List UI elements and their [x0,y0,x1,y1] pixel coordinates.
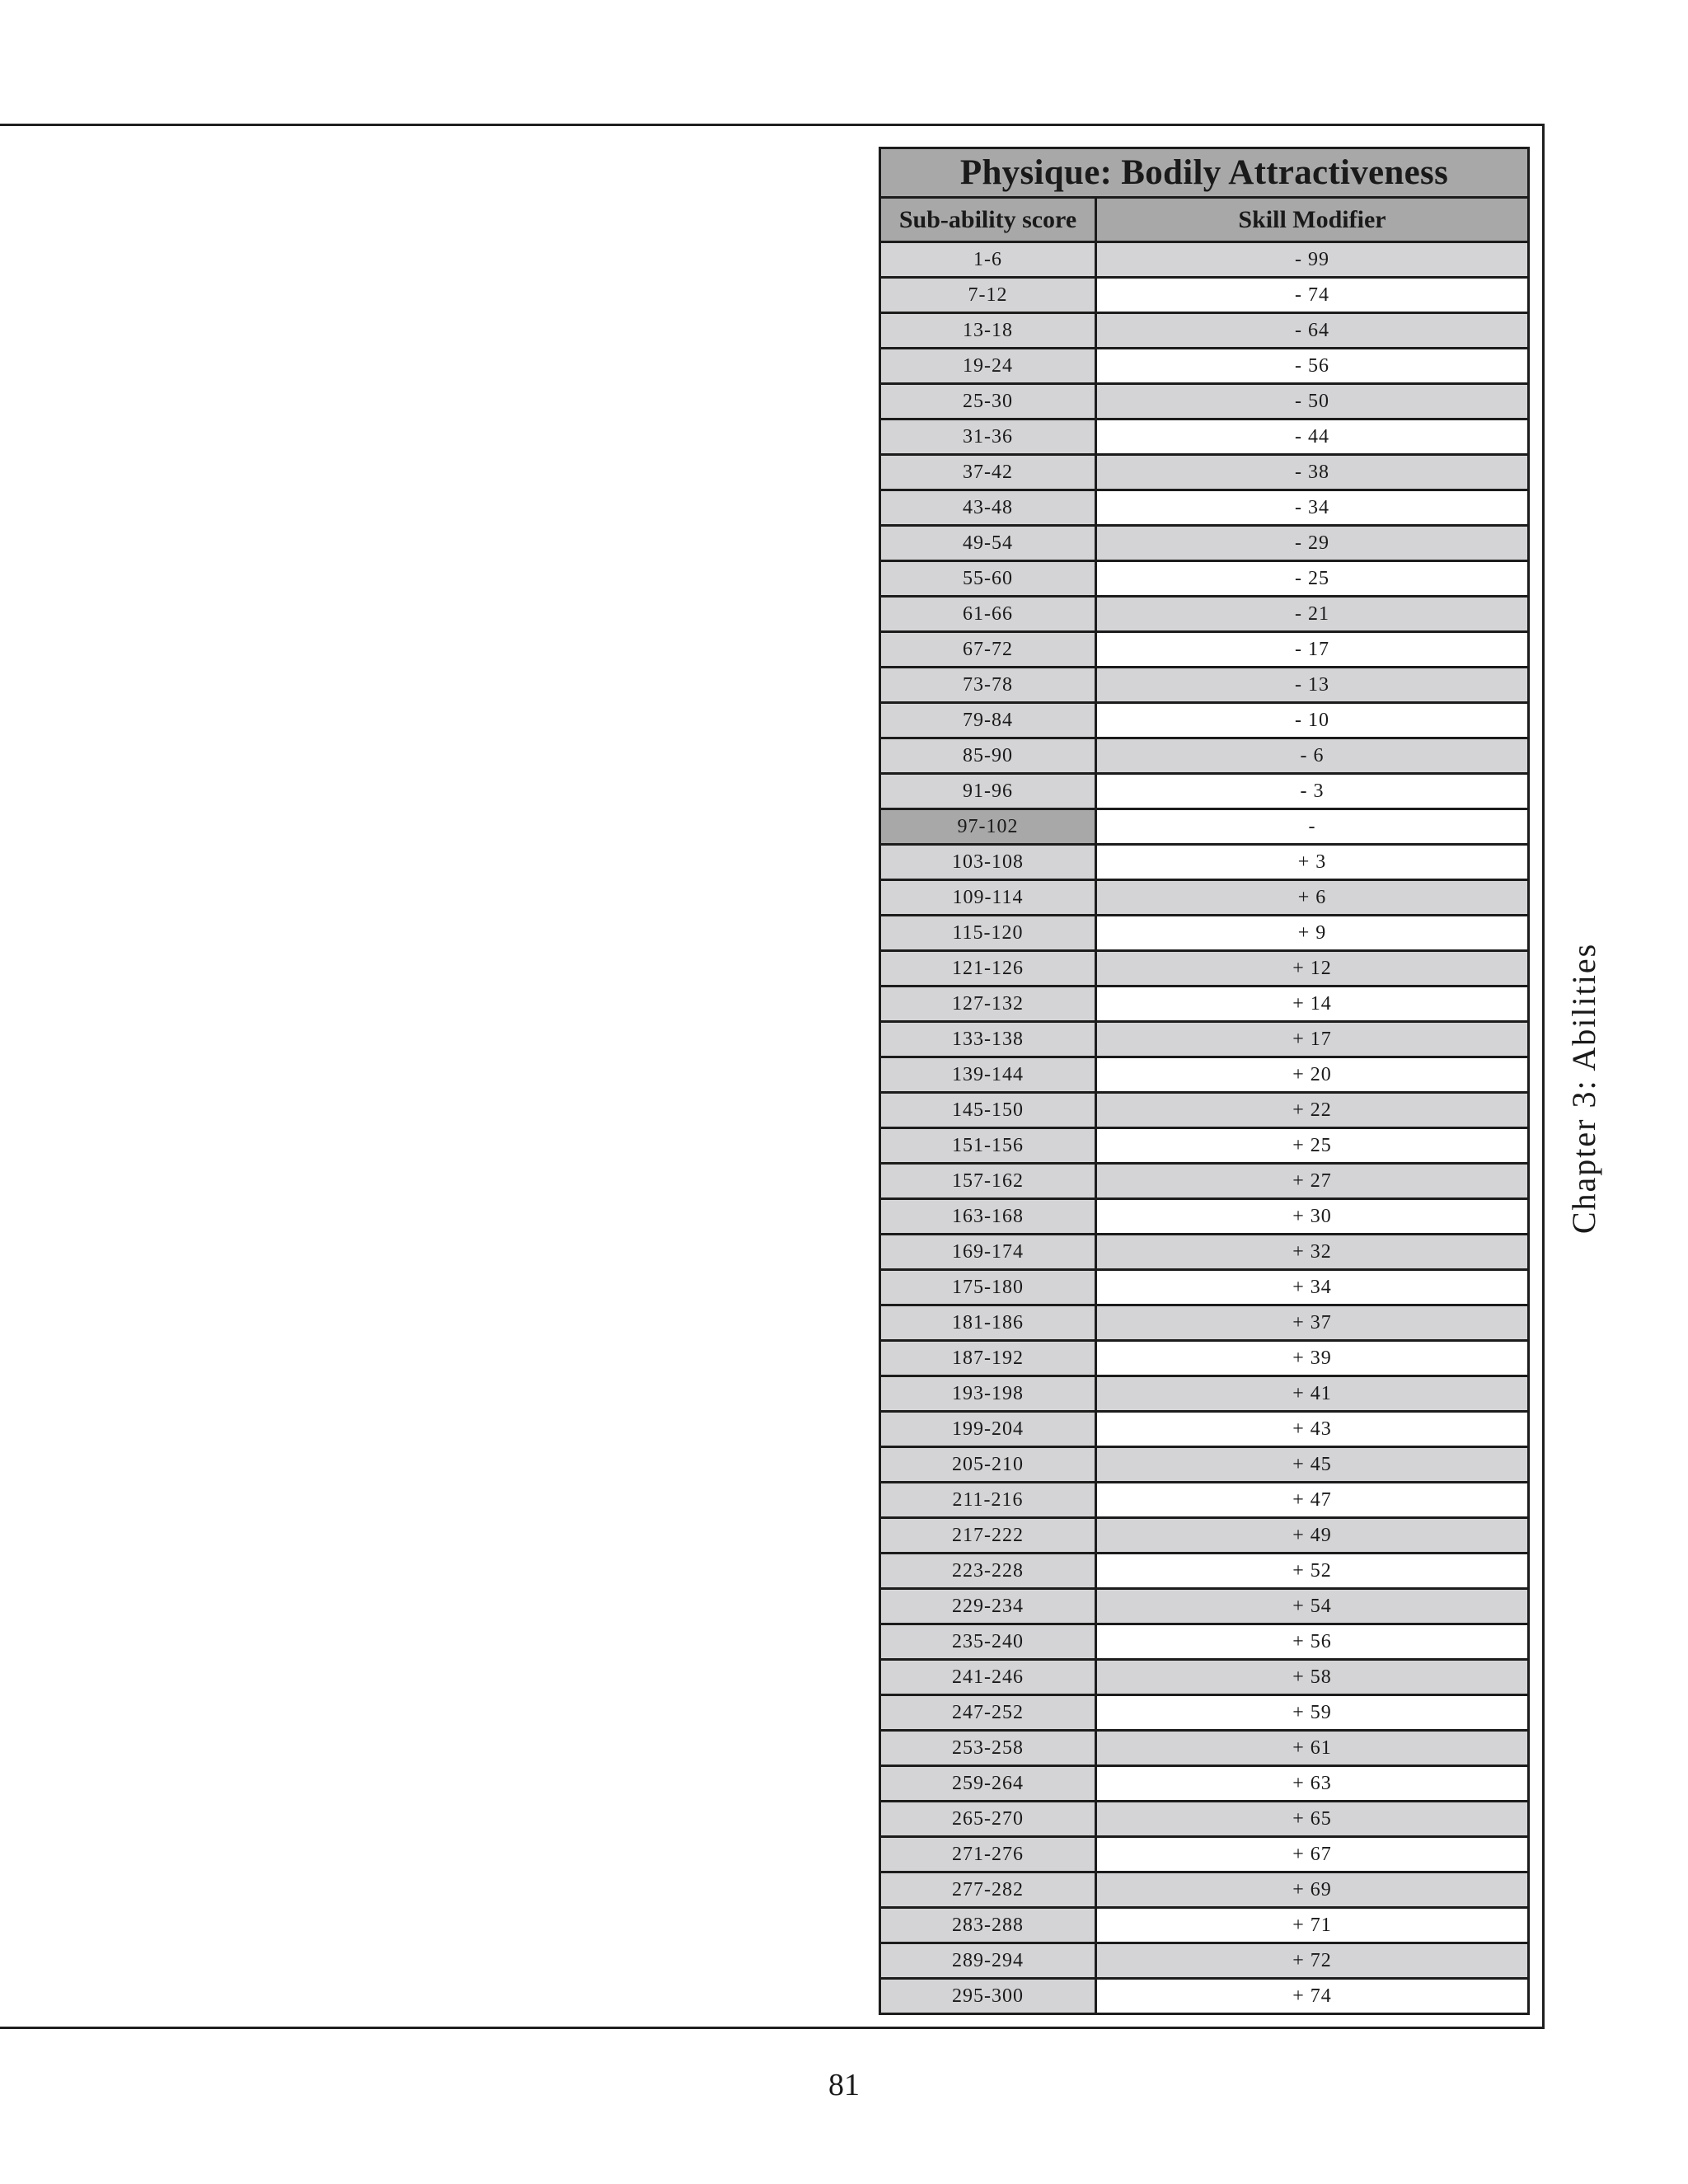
modifier-cell: - 34 [1096,490,1529,526]
table-row [880,526,1529,561]
modifier-cell: + 58 [1096,1660,1529,1695]
modifier-cell: - 6 [1096,738,1529,774]
table-row [880,1376,1529,1412]
modifier-cell: - [1096,809,1529,845]
table-body [880,242,1529,2014]
modifier-cell: + 74 [1096,1979,1529,2014]
score-cell: 97-102 [880,809,1096,845]
table-row [880,1837,1529,1872]
score-cell: 19-24 [880,349,1096,384]
score-cell: 85-90 [880,738,1096,774]
table-row [880,809,1529,845]
score-cell: 163-168 [880,1199,1096,1235]
score-cell: 283-288 [880,1908,1096,1943]
modifier-cell: + 17 [1096,1022,1529,1057]
modifier-cell: + 59 [1096,1695,1529,1731]
modifier-cell: + 63 [1096,1766,1529,1802]
table-row [880,561,1529,597]
table-row [880,880,1529,916]
modifier-cell: - 13 [1096,668,1529,703]
modifier-cell: - 44 [1096,419,1529,455]
table-row [880,632,1529,668]
table-row [880,1412,1529,1447]
modifier-cell: + 22 [1096,1093,1529,1128]
modifier-cell: + 27 [1096,1164,1529,1199]
table-row [880,313,1529,349]
score-cell: 205-210 [880,1447,1096,1483]
table-row [880,845,1529,880]
modifier-cell: + 45 [1096,1447,1529,1483]
table-row [880,916,1529,951]
score-cell: 211-216 [880,1483,1096,1518]
score-cell: 1-6 [880,242,1096,278]
table-row [880,1979,1529,2014]
page-number: 81 [828,2068,860,2102]
chapter-label-text: Chapter 3: Abilities [1565,942,1603,1234]
table-row [880,1908,1529,1943]
table-row [880,384,1529,419]
attractiveness-table-container [879,147,1527,2015]
table-title-row [880,148,1529,198]
modifier-cell: - 17 [1096,632,1529,668]
score-cell: 79-84 [880,703,1096,738]
modifier-cell: - 99 [1096,242,1529,278]
table-row [880,951,1529,987]
score-cell: 247-252 [880,1695,1096,1731]
modifier-cell: + 72 [1096,1943,1529,1979]
score-cell: 31-36 [880,419,1096,455]
modifier-cell: + 65 [1096,1802,1529,1837]
table-header-row [880,198,1529,242]
modifier-cell: + 49 [1096,1518,1529,1554]
modifier-cell: + 47 [1096,1483,1529,1518]
modifier-cell: - 25 [1096,561,1529,597]
score-cell: 61-66 [880,597,1096,632]
column-header-score: Sub-ability score [880,198,1096,242]
modifier-cell: + 69 [1096,1872,1529,1908]
table-row [880,1341,1529,1376]
score-cell: 271-276 [880,1837,1096,1872]
score-cell: 115-120 [880,916,1096,951]
table-row [880,490,1529,526]
modifier-cell: - 56 [1096,349,1529,384]
score-cell: 223-228 [880,1554,1096,1589]
table-row [880,703,1529,738]
table-row [880,1731,1529,1766]
table-row [880,1624,1529,1660]
score-cell: 169-174 [880,1235,1096,1270]
score-cell: 229-234 [880,1589,1096,1624]
score-cell: 49-54 [880,526,1096,561]
score-cell: 265-270 [880,1802,1096,1837]
score-cell: 7-12 [880,278,1096,313]
table-row [880,1483,1529,1518]
table-title: Physique: Bodily Attractiveness [880,148,1529,198]
table-row [880,774,1529,809]
score-cell: 109-114 [880,880,1096,916]
table-row [880,1022,1529,1057]
modifier-cell: + 14 [1096,987,1529,1022]
score-cell: 193-198 [880,1376,1096,1412]
modifier-cell: + 34 [1096,1270,1529,1305]
modifier-cell: - 64 [1096,313,1529,349]
table-row [880,1766,1529,1802]
table-row [880,1057,1529,1093]
score-cell: 139-144 [880,1057,1096,1093]
score-cell: 277-282 [880,1872,1096,1908]
table-row [880,1660,1529,1695]
table-row [880,1164,1529,1199]
score-cell: 187-192 [880,1341,1096,1376]
score-cell: 235-240 [880,1624,1096,1660]
modifier-cell: + 61 [1096,1731,1529,1766]
modifier-cell: + 54 [1096,1589,1529,1624]
table-row [880,1093,1529,1128]
table-row [880,1872,1529,1908]
score-cell: 133-138 [880,1022,1096,1057]
modifier-cell: + 71 [1096,1908,1529,1943]
modifier-cell: + 56 [1096,1624,1529,1660]
modifier-cell: + 52 [1096,1554,1529,1589]
table-row [880,1695,1529,1731]
table-row [880,1199,1529,1235]
score-cell: 55-60 [880,561,1096,597]
table-row [880,1235,1529,1270]
score-cell: 91-96 [880,774,1096,809]
score-cell: 121-126 [880,951,1096,987]
table-row [880,1554,1529,1589]
score-cell: 103-108 [880,845,1096,880]
modifier-cell: + 20 [1096,1057,1529,1093]
table-row [880,242,1529,278]
table-row [880,1305,1529,1341]
table-row [880,1518,1529,1554]
table-row [880,278,1529,313]
score-cell: 157-162 [880,1164,1096,1199]
modifier-cell: - 29 [1096,526,1529,561]
score-cell: 67-72 [880,632,1096,668]
score-cell: 13-18 [880,313,1096,349]
modifier-cell: - 74 [1096,278,1529,313]
score-cell: 181-186 [880,1305,1096,1341]
table-row [880,1802,1529,1837]
table-row [880,1128,1529,1164]
table-row [880,738,1529,774]
score-cell: 175-180 [880,1270,1096,1305]
modifier-cell: - 38 [1096,455,1529,490]
score-cell: 73-78 [880,668,1096,703]
score-cell: 259-264 [880,1766,1096,1802]
table-row [880,1270,1529,1305]
score-cell: 25-30 [880,384,1096,419]
table-row [880,597,1529,632]
modifier-cell: + 67 [1096,1837,1529,1872]
modifier-cell: + 3 [1096,845,1529,880]
table-row [880,1943,1529,1979]
table-row [880,455,1529,490]
score-cell: 151-156 [880,1128,1096,1164]
modifier-cell: - 50 [1096,384,1529,419]
table-row [880,419,1529,455]
score-cell: 289-294 [880,1943,1096,1979]
score-cell: 127-132 [880,987,1096,1022]
modifier-cell: + 37 [1096,1305,1529,1341]
modifier-cell: + 39 [1096,1341,1529,1376]
table-row [880,668,1529,703]
score-cell: 295-300 [880,1979,1096,2014]
score-cell: 253-258 [880,1731,1096,1766]
modifier-cell: + 43 [1096,1412,1529,1447]
table-row [880,1447,1529,1483]
modifier-cell: - 3 [1096,774,1529,809]
score-cell: 43-48 [880,490,1096,526]
score-cell: 199-204 [880,1412,1096,1447]
column-header-modifier: Skill Modifier [1096,198,1529,242]
modifier-cell: + 6 [1096,880,1529,916]
modifier-cell: + 9 [1096,916,1529,951]
score-cell: 241-246 [880,1660,1096,1695]
modifier-cell: + 12 [1096,951,1529,987]
modifier-cell: + 41 [1096,1376,1529,1412]
modifier-cell: - 10 [1096,703,1529,738]
table-row [880,1589,1529,1624]
modifier-cell: + 25 [1096,1128,1529,1164]
modifier-cell: + 32 [1096,1235,1529,1270]
modifier-cell: + 30 [1096,1199,1529,1235]
table-row [880,987,1529,1022]
chapter-side-label [1535,923,1634,1253]
modifier-cell: - 21 [1096,597,1529,632]
attractiveness-table [879,147,1530,2015]
score-cell: 217-222 [880,1518,1096,1554]
score-cell: 145-150 [880,1093,1096,1128]
score-cell: 37-42 [880,455,1096,490]
table-row [880,349,1529,384]
